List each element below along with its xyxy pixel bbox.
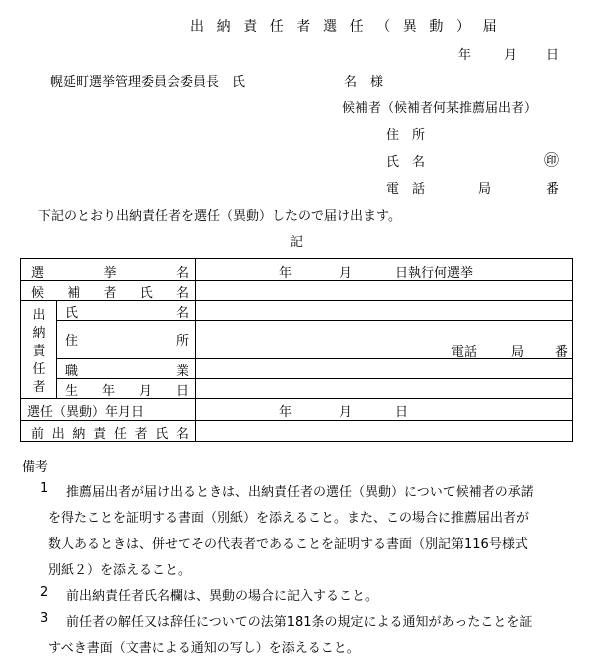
ki-label: 記 (290, 235, 304, 250)
note-line: 前任者の解任又は辞任についての法第181条の規定による通知があったことを証 (66, 615, 533, 630)
election-label: 選 挙 名 (31, 266, 189, 281)
phone-number: 番 (546, 182, 560, 197)
treasurer-group-label: 出 納 責 任 者 (32, 308, 46, 395)
page-title: 出納責任者選任（異動）届 (190, 19, 510, 35)
treasurer-job-label: 職 業 (65, 364, 189, 379)
note-line: すべき書面（文書による通知の写し）を添えること。 (48, 641, 360, 656)
date-day: 日 (546, 48, 560, 63)
name-label: 氏 名 (386, 155, 426, 170)
appoint-year: 年 (279, 405, 293, 420)
address-label: 住 所 (386, 128, 426, 143)
note-number: 2 (40, 585, 49, 600)
phone-cell-number: 番 (555, 345, 569, 360)
candidate-label: 候 補 者 氏 名 (31, 286, 189, 301)
treasurer-birth-label: 生 年 月 日 (65, 384, 189, 399)
form-table (20, 258, 573, 442)
note-line: 別紙２）を添えること。 (48, 563, 192, 578)
appoint-day: 日 (395, 405, 409, 420)
phone-bureau: 局 (478, 182, 492, 197)
treasurer-name-label: 氏 名 (65, 306, 189, 321)
note-number: 1 (40, 481, 49, 496)
former-label: 前 出 納 責 任 者 氏 名 (31, 427, 189, 442)
phone-cell-bureau: 局 (511, 345, 525, 360)
submitter: 候補者（候補者何某推薦届出者） (342, 101, 538, 116)
election-year: 年 (279, 266, 293, 281)
note-line: を得たことを証明する書面（別紙）を添えること。また、この場合に推薦届出者が (48, 511, 530, 526)
election-month: 月 (339, 266, 353, 281)
note-line: 推薦届出者が届け出るときは、出納責任者の選任（異動）について候補者の承諾 (66, 485, 534, 500)
addressee: 幌延町選挙管理委員会委員長 氏 (50, 75, 246, 90)
phone-label: 電 話 (386, 182, 426, 197)
treasurer-address-label: 住 所 (65, 334, 189, 349)
seal-icon: ㊞ (544, 151, 560, 169)
note-line: 数人あるときは、併せてその代表者であることを証明する書面（別記第116号様式 (48, 537, 528, 552)
addressee-suffix: 名 様 (344, 75, 384, 90)
intro-text: 下記のとおり出納責任者を選任（異動）したので届け出ます。 (38, 209, 401, 224)
notes-heading: 備考 (22, 460, 49, 475)
election-day-text: 日執行何選挙 (395, 266, 474, 281)
phone-cell-label: 電話 (451, 345, 478, 360)
note-number: 3 (40, 611, 49, 626)
note-line: 前出納責任者氏名欄は、異動の場合に記入すること。 (66, 589, 379, 604)
date-year: 年 (458, 48, 472, 63)
appoint-month: 月 (339, 405, 353, 420)
date-month: 月 (504, 48, 518, 63)
appoint-label: 選任（異動）年月日 (27, 405, 145, 420)
